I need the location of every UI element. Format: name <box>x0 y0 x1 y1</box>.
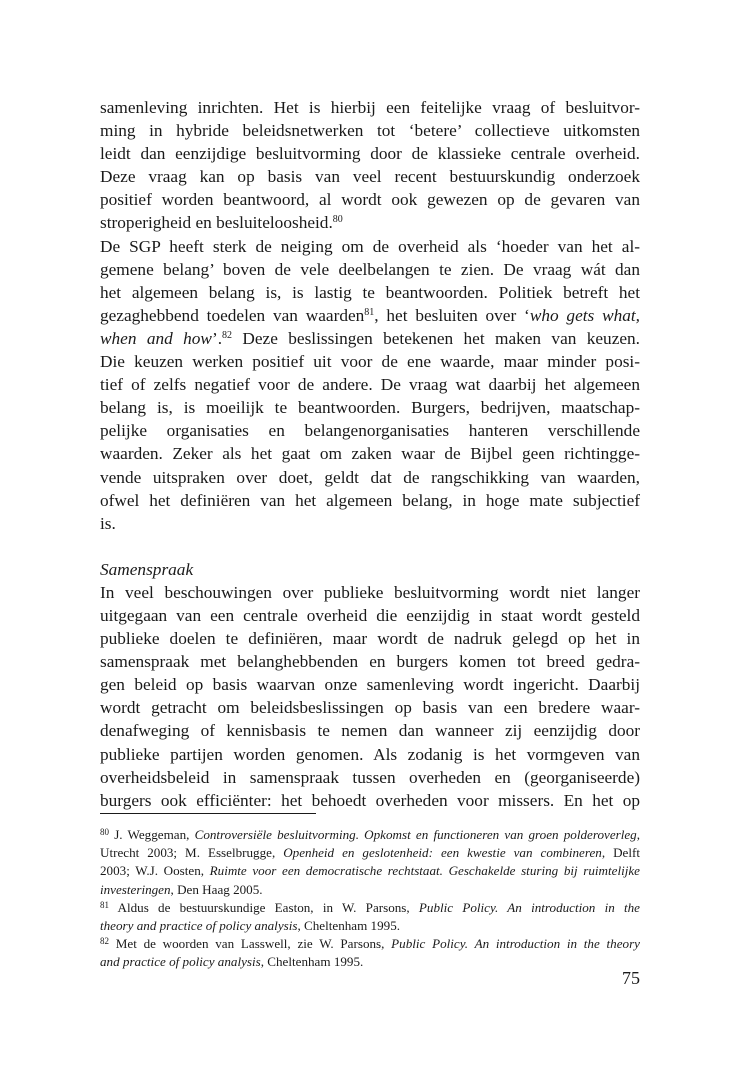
text-line: publieke doelen te definiëren, maar wordt de nadruk gelegd op het in <box>100 629 640 649</box>
italic-quote: when and how <box>100 328 212 348</box>
text-line: belang is, is moeilijk te beantwoorden. Burgers, bedrijven, maatschap- <box>100 398 640 418</box>
footnote-81 <box>100 899 640 935</box>
text-line: tief of zelfs negatief voor de andere. De vraag wat daarbij het algemeen <box>100 375 640 395</box>
footnote-number: 80 <box>100 827 109 837</box>
text-fragment: , Cheltenham 1995. <box>297 918 401 934</box>
text-fragment: Aldus de bestuurskundige Easton, in W. Parsons, <box>109 899 419 915</box>
book-title: Public Policy. An introduction in the theory <box>391 936 640 952</box>
text-fragment: gezaghebbend toedelen van waarden <box>100 305 365 325</box>
footnote-80 <box>100 826 640 899</box>
text-line: positief worden beantwoord, al wordt ook gewezen op de gevaren van <box>100 190 640 210</box>
paragraph-gap <box>100 535 640 558</box>
text-fragment: ’. <box>211 328 223 348</box>
main-text <box>100 96 640 812</box>
page-body <box>100 96 640 812</box>
text-line: gemene belang’ boven de vele deelbelangen te zien. De vraag wát dan <box>100 259 640 279</box>
footnote-line <box>100 881 640 899</box>
footnote-divider <box>100 813 316 814</box>
footnote-ref-82[interactable]: 82 <box>222 329 233 341</box>
text-fragment: , Delft <box>601 845 641 861</box>
footnote-82 <box>100 935 640 971</box>
text-line: gen beleid op basis waarvan onze samenleving wordt ingericht. Daarbij <box>100 675 640 695</box>
footnote-line <box>100 862 640 880</box>
text-line: Deze vraag kan op basis van veel recent bestuurskundig onderzoek <box>100 167 640 187</box>
text-line: ofwel het definiëren van het algemeen belang, in hoge mate subjectief <box>100 490 640 510</box>
footnote-line <box>100 917 640 935</box>
text-line: Die keuzen werken positief uit voor de ene waarde, maar minder posi- <box>100 352 640 372</box>
text-fragment: , Cheltenham 1995. <box>260 954 364 970</box>
text-line: In veel beschouwingen over publieke besluitvorming wordt niet langer <box>100 582 640 602</box>
text-fragment: , het besluiten over ‘ <box>374 305 530 325</box>
text-line: het algemeen belang is, is lastig te beantwoorden. Politiek betreft het <box>100 282 640 302</box>
footnote-line <box>100 826 640 844</box>
text-line: vende uitspraken over doet, geldt dat de rangschikking van waarden, <box>100 467 640 487</box>
footnote-line <box>100 935 640 953</box>
text-line: uitgegaan van een centrale overheid die eenzijdig in staat wordt gesteld <box>100 605 640 625</box>
book-title: investeringen <box>100 881 171 897</box>
text-line: samenleving inrichten. Het is hierbij een feitelijke vraag of besluitvor- <box>100 98 640 117</box>
section-heading: Samenspraak <box>100 559 194 579</box>
page-number: 75 <box>622 968 640 988</box>
text-fragment: Met de woorden van Lasswell, zie W. Parsons, <box>109 936 392 952</box>
text-line: is. <box>100 513 116 533</box>
text-fragment: 2003; W.J. Oosten, <box>100 863 210 879</box>
text-fragment: , Den Haag 2005. <box>170 881 263 897</box>
text-line: samenspraak met belanghebbenden en burgers komen tot breed gedra- <box>100 652 640 672</box>
text-line: pelijke organisaties en belangenorganisaties hanteren verschillende <box>100 421 640 441</box>
text-fragment: J. Weggeman, <box>109 827 195 842</box>
italic-quote: who gets what, <box>529 305 641 325</box>
text-line: wordt getracht om beleidsbeslissingen op basis van een bredere waar- <box>100 698 640 718</box>
text-line: burgers ook efficiënter: het behoedt overheden voor missers. En het op <box>100 790 640 810</box>
book-title: and practice of policy analysis <box>100 954 261 970</box>
footnote-ref-81[interactable]: 81 <box>364 306 375 318</box>
book-title: theory and practice of policy analysis <box>100 918 298 934</box>
footnote-ref-80[interactable]: 80 <box>332 214 343 226</box>
text-line: ming in hybride beleidsnetwerken tot ‘betere’ collectieve uitkomsten <box>100 121 640 141</box>
footnotes <box>100 826 640 972</box>
book-title: Ruimte voor een democratische rechtstaat. Geschakelde sturing bij ruimtelijke <box>209 863 640 879</box>
text-line <box>100 211 640 234</box>
text-fragment: , <box>636 827 641 842</box>
paragraph-1 <box>100 96 640 235</box>
paragraph-3 <box>100 581 640 812</box>
text-line: De SGP heeft sterk de neiging om de overheid als ‘hoeder van het al- <box>100 236 640 256</box>
text-line: denafweging of kennisbasis te nemen dan wanneer zij eenzijdig door <box>100 721 640 741</box>
text-line: overheidsbeleid in samenspraak tussen overheden en (georganiseerde) <box>100 767 640 787</box>
paragraph-2 <box>100 235 640 535</box>
book-title: Openheid en geslotenheid: een kwestie van combineren <box>283 845 602 861</box>
book-title: Public Policy. An introduction in the <box>418 899 640 915</box>
footnote-line <box>100 899 640 917</box>
text-line: leidt dan eenzijdige besluitvorming door de klassieke centrale overheid. <box>100 144 640 164</box>
text-line <box>100 304 640 327</box>
footnote-number: 82 <box>100 936 109 947</box>
text-fragment: Deze beslissingen betekenen het maken van keuzen. <box>232 328 640 348</box>
book-title: Controversiële besluitvorming. Opkomst en functioneren van groen polderoverleg <box>194 827 637 842</box>
text-line: publieke partijen worden genomen. Als zodanig is het vormgeven van <box>100 744 640 764</box>
text-fragment: stroperigheid en besluiteloosheid. <box>100 213 333 233</box>
footnote-number: 81 <box>100 899 109 910</box>
footnote-line <box>100 953 640 971</box>
text-line <box>100 327 640 350</box>
footnote-line <box>100 844 640 862</box>
text-fragment: Utrecht 2003; M. Esselbrugge, <box>100 845 284 861</box>
text-line: waarden. Zeker als het gaat om zaken waar de Bijbel geen richtingge- <box>100 444 640 464</box>
